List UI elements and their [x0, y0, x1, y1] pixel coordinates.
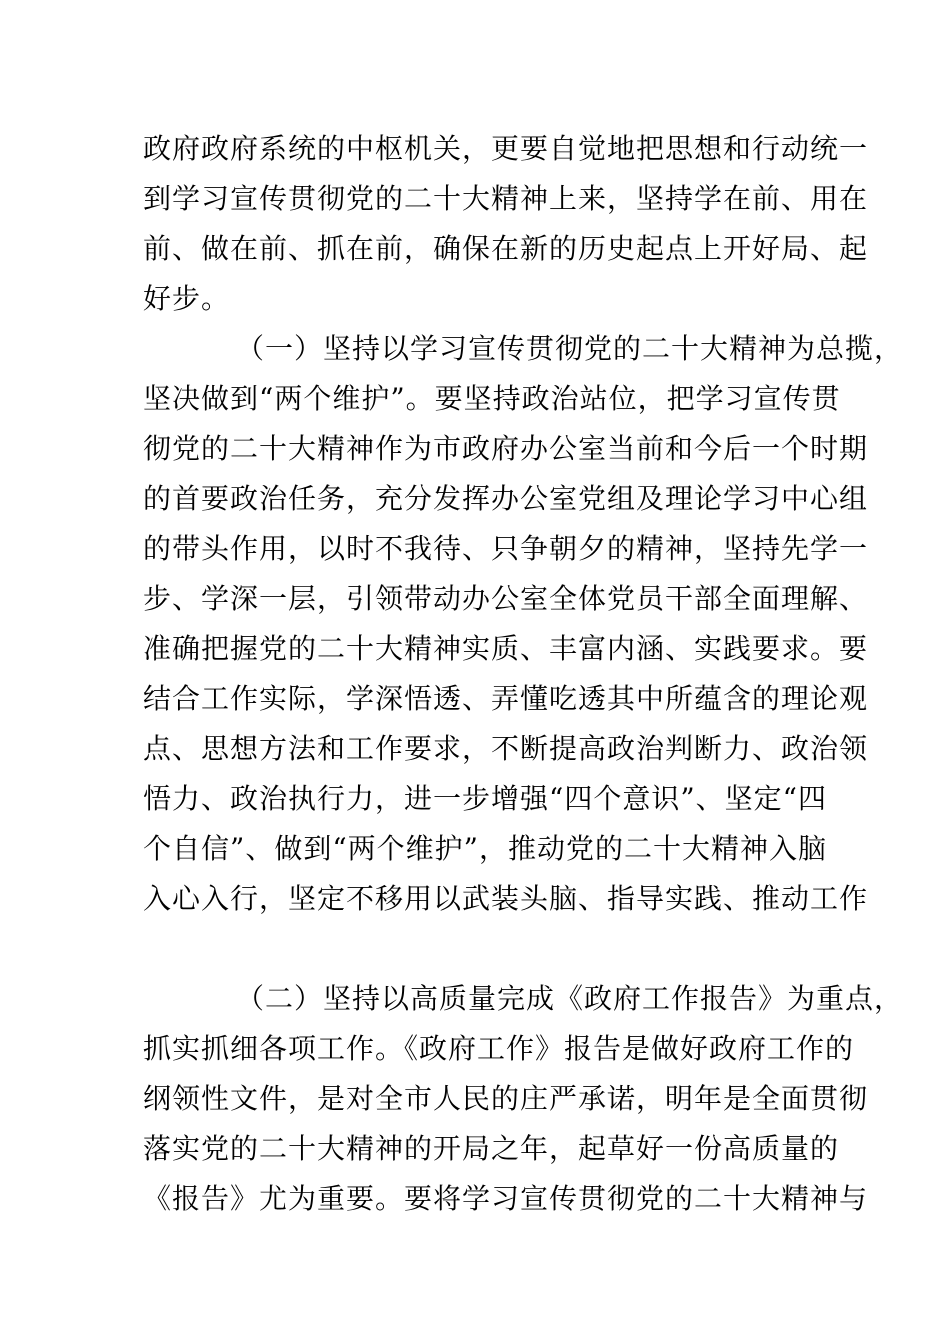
section-heading-1: （一）坚持以学习宣传贯彻党的二十大精神为总揽，: [236, 332, 904, 365]
text-line: 到学习宣传贯彻党的二十大精神上来，坚持学在前、用在: [143, 182, 869, 215]
text-line: 的带头作用，以时不我待、只争朝夕的精神，坚持先学一: [143, 532, 869, 565]
section-heading-2: （二）坚持以高质量完成《政府工作报告》为重点，: [236, 982, 904, 1015]
text-line: 政府政府系统的中枢机关，更要自觉地把思想和行动统一: [143, 132, 869, 165]
text-line: 抓实抓细各项工作。《政府工作》报告是做好政府工作的: [143, 1032, 855, 1065]
text-line: 《报告》尤为重要。要将学习宣传贯彻党的二十大精神与: [143, 1182, 869, 1215]
text-line: 个自信”、做到“两个维护”，推动党的二十大精神入脑: [143, 832, 827, 865]
text-line: 悟力、政治执行力，进一步增强“四个意识”、坚定“四: [143, 782, 827, 815]
text-line: 坚决做到“两个维护”。要坚持政治站位，把学习宣传贯: [143, 382, 841, 415]
text-line: 前、做在前、抓在前，确保在新的历史起点上开好局、起: [143, 232, 869, 265]
text-line: 结合工作实际，学深悟透、弄懂吃透其中所蕴含的理论观: [143, 682, 869, 715]
text-line: 点、思想方法和工作要求，不断提高政治判断力、政治领: [143, 732, 869, 765]
text-line: 的首要政治任务，充分发挥办公室党组及理论学习中心组: [143, 482, 869, 515]
text-line: 步、学深一层，引领带动办公室全体党员干部全面理解、: [143, 582, 869, 615]
text-line: 彻党的二十大精神作为市政府办公室当前和今后一个时期: [143, 432, 869, 465]
text-line: 纲领性文件，是对全市人民的庄严承诺，明年是全面贯彻: [143, 1082, 869, 1115]
text-line: 好步。: [143, 282, 231, 315]
text-line: 入心入行，坚定不移用以武装头脑、指导实践、推动工作: [143, 882, 869, 915]
text-line: 准确把握党的二十大精神实质、丰富内涵、实践要求。要: [143, 632, 869, 665]
text-line: 落实党的二十大精神的开局之年，起草好一份高质量的: [143, 1132, 840, 1165]
